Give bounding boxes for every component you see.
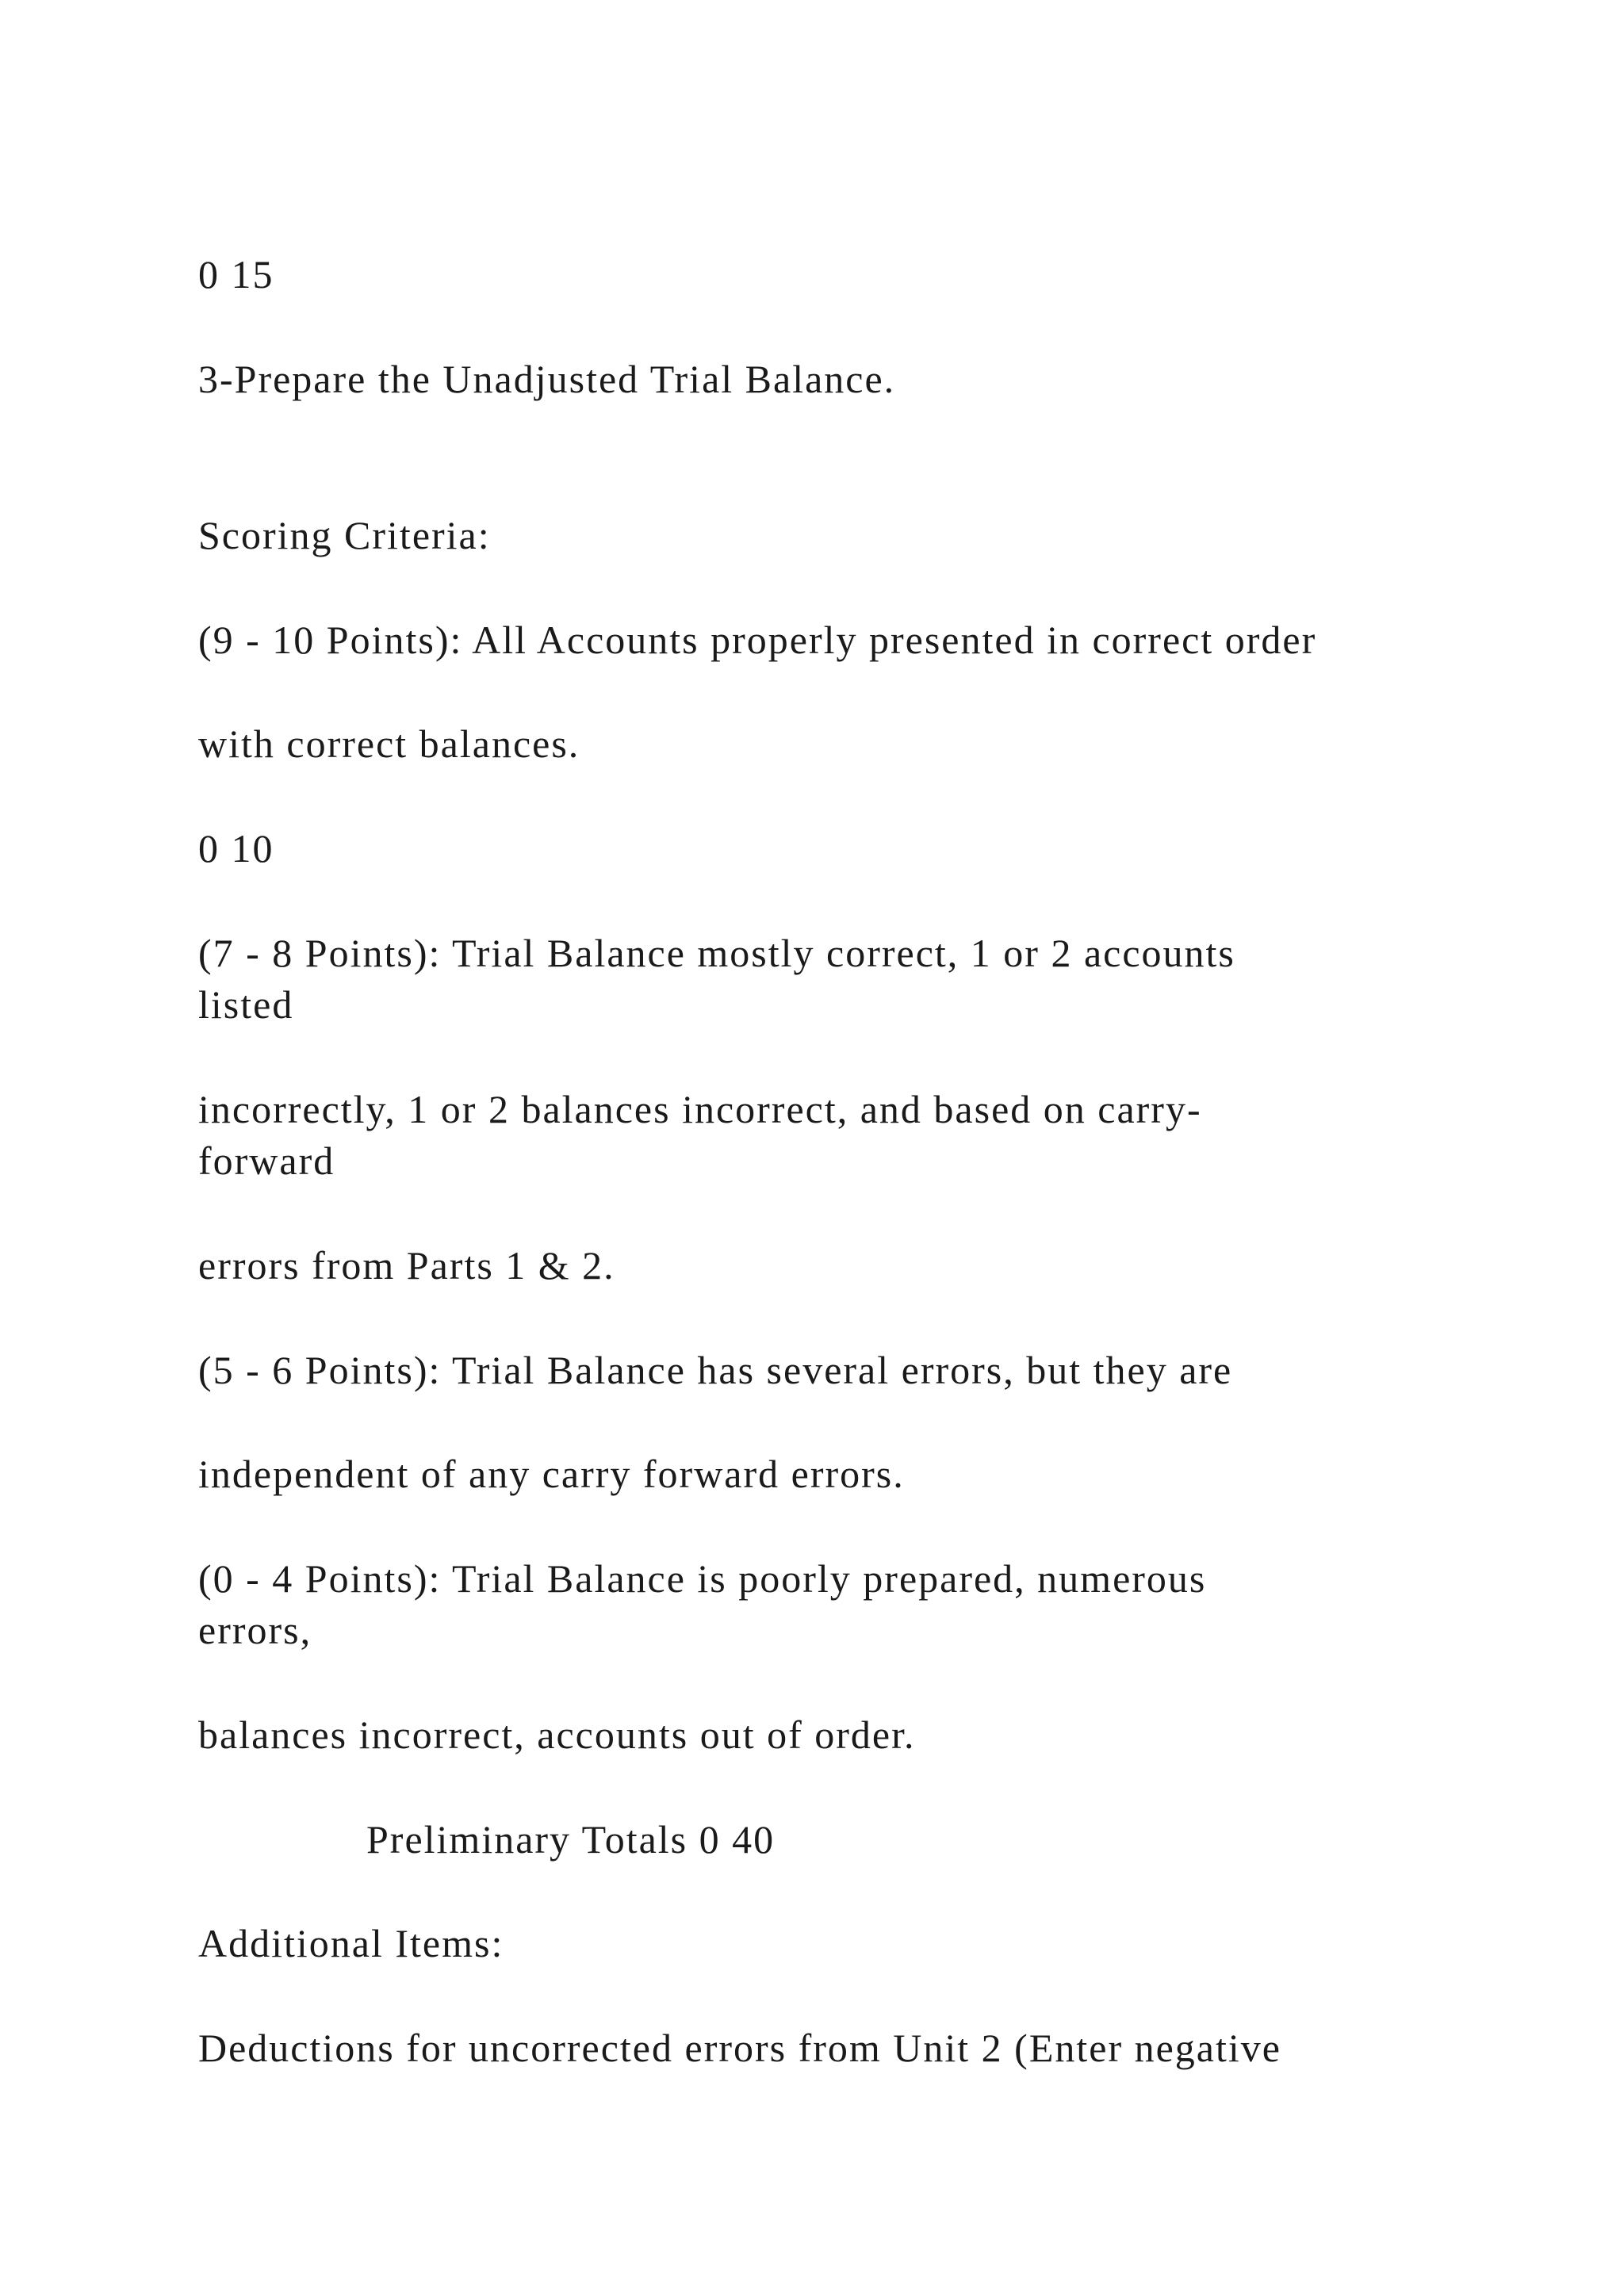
criteria-0-4-line2: errors,	[198, 1608, 312, 1652]
criteria-0-4-line3: balances incorrect, accounts out of order.	[198, 1712, 916, 1757]
criteria-9-10-line1: (9 - 10 Points): All Accounts properly presented in correct order	[198, 618, 1317, 662]
criteria-7-8-line1: (7 - 8 Points): Trial Balance mostly correct, 1 or 2 accounts	[198, 931, 1235, 975]
criteria-5-6-line2: independent of any carry forward errors.	[198, 1452, 905, 1496]
criteria-7-8-line3: incorrectly, 1 or 2 balances incorrect, and based on carry-	[198, 1087, 1202, 1131]
criteria-0-4-line1: (0 - 4 Points): Trial Balance is poorly prepared, numerous	[198, 1556, 1207, 1601]
score-line-part2: 0 15	[198, 252, 274, 297]
criteria-7-8-line5: errors from Parts 1 & 2.	[198, 1243, 615, 1288]
preliminary-totals: Preliminary Totals 0 40	[366, 1817, 776, 1862]
criteria-9-10-line2: with correct balances.	[198, 721, 580, 766]
criteria-7-8-line4: forward	[198, 1138, 335, 1183]
section-heading-part3: 3-Prepare the Unadjusted Trial Balance.	[198, 357, 896, 401]
deductions-line: Deductions for uncorrected errors from Unit 2 (Enter negative	[198, 2026, 1281, 2070]
criteria-5-6-line1: (5 - 6 Points): Trial Balance has several errors, but they are	[198, 1348, 1233, 1392]
criteria-7-8-line2: listed	[198, 982, 294, 1027]
scoring-criteria-label: Scoring Criteria:	[198, 513, 491, 557]
additional-items-label: Additional Items:	[198, 1921, 504, 1965]
score-line-part3: 0 10	[198, 826, 274, 871]
